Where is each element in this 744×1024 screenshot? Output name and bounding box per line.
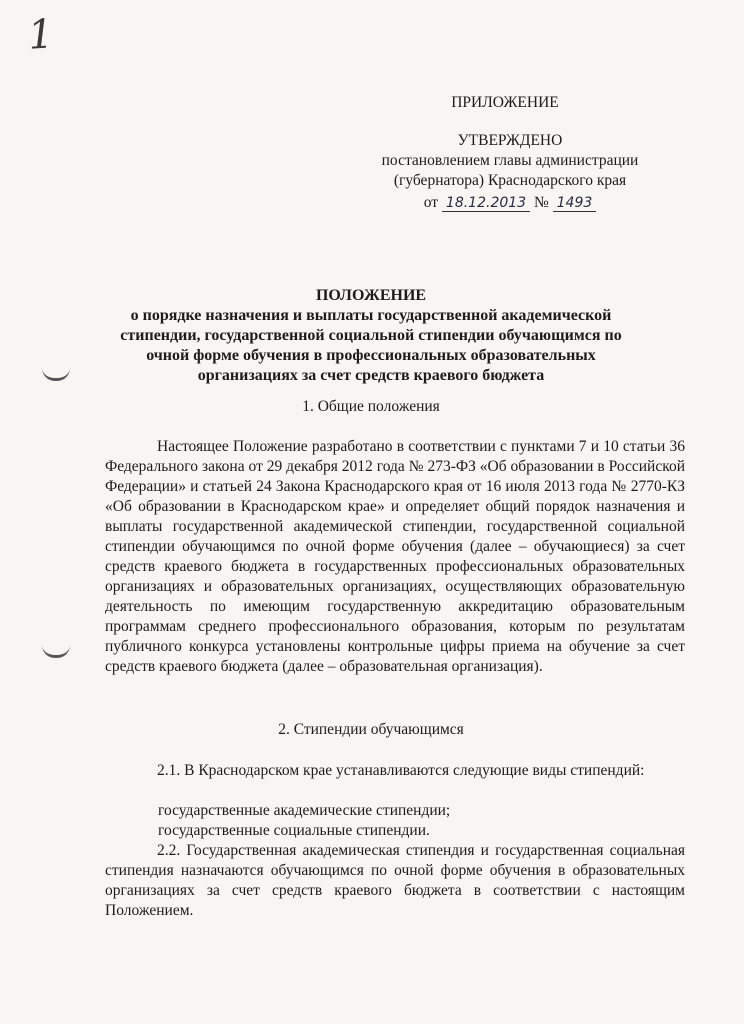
list-item-social: государственные социальные стипендии.: [158, 822, 430, 839]
section-1-heading: 1. Общие положения: [302, 398, 440, 415]
title-main: ПОЛОЖЕНИЕ: [315, 287, 427, 304]
appendix-label: ПРИЛОЖЕНИЕ: [451, 94, 559, 111]
approval-line-1: постановлением главы администрации: [381, 152, 639, 169]
title-line-2: стипендии, государственной социальной стипендии обучающимся по: [120, 327, 622, 344]
date-number-line: [360, 193, 660, 213]
title-line-1: о порядке назначения и выплаты государственной академической: [130, 307, 612, 324]
section-2-heading: 2. Стипендии обучающимся: [278, 721, 464, 738]
paragraph-2-2: 2.2. Государственная академическая стипендия и государственная социальная стипендия назначаются обучающимся по очной форме обучения в образовательных организациях за счет средств краевого бюджета в соответствии с настоящим Положением.: [105, 842, 685, 919]
number-prefix: №: [533, 194, 549, 211]
approval-line-2: (губернатора) Краснодарского края: [393, 172, 627, 189]
handwritten-number: 1493: [553, 195, 597, 212]
approved-label: УТВЕРЖДЕНО: [457, 132, 563, 149]
approval-block: [360, 93, 660, 213]
title-line-3: очной форме обучения в профессиональных образовательных: [146, 347, 596, 364]
punch-hole-mark: [42, 645, 70, 658]
title-line-4: организациях за счет средств краевого бюджета: [197, 367, 545, 384]
document-title: [60, 286, 682, 386]
list-item-academic: государственные академические стипендии;: [158, 802, 451, 819]
paragraph-2-1: 2.1. В Краснодарском крае устанавливаются следующие виды стипендий:: [157, 762, 645, 779]
section-1-paragraph: Настоящее Положение разработано в соответствии с пунктами 7 и 10 статьи 36 Федерального закона от 29 декабря 2012 года № 273-ФЗ «Об образовании в Российской Федерации» и статьей 24 Закона Краснодарского края от 16 июля 2013 года № 2770-КЗ «Об образовании в Краснодарском крае» и определяет общий порядок назначения и выплаты государственной академической стипендии, государственной социальной стипендии обучающимся по очной форме обучения (далее – обучающиеся) за счет средств краевого бюджета в государственных профессиональных образовательных организациях и образовательных организациях, осуществляющих образовательную деятельность по имеющим государственную аккредитацию образовательным программам среднего профессионального образования, которым по результатам публичного конкурса установлены контрольные цифры приема на обучение за счет средств краевого бюджета (далее – образовательная организация).: [105, 438, 685, 675]
date-prefix: от: [423, 194, 439, 211]
handwritten-page-number: 1: [26, 11, 56, 59]
handwritten-date: 18.12.2013: [442, 195, 530, 212]
